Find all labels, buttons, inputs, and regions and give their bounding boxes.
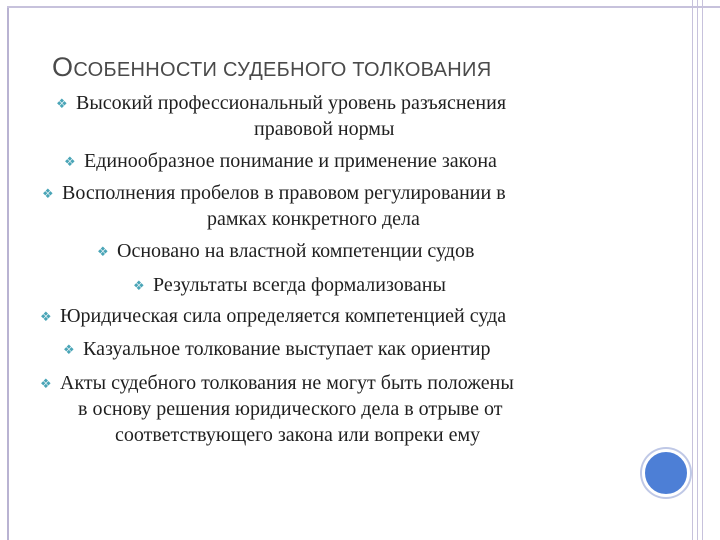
- list-item-text: соответствующего закона или вопреки ему: [115, 424, 481, 446]
- frame-top-line: [7, 6, 720, 8]
- list-item-text: Восполнения пробелов в правовом регулировании в: [62, 182, 506, 204]
- list-item-text: Казуальное толкование выступает как ориентир: [83, 338, 491, 360]
- list-item-text: Основано на властной компетенции судов: [117, 240, 475, 262]
- list-item-continuation: [78, 396, 502, 422]
- frame-right-line: [692, 0, 693, 540]
- frame-right-line: [702, 0, 703, 540]
- list-item-continuation: [207, 206, 420, 232]
- title-text: СОБЕННОСТИ СУДЕБНОГО ТОЛКОВАНИЯ: [73, 59, 492, 81]
- list-item-text: в основу решения юридического дела в отрыве от: [78, 398, 503, 420]
- list-item-text: Высокий профессиональный уровень разъяснения: [76, 92, 507, 114]
- list-item-text: рамках конкретного дела: [207, 208, 420, 230]
- list-item: [40, 303, 506, 329]
- slide-title: [52, 52, 491, 83]
- frame-right-line: [697, 0, 698, 540]
- list-item-text: Акты судебного толкования не могут быть положены: [60, 372, 514, 394]
- list-item: [64, 148, 497, 174]
- list-item: [40, 370, 514, 396]
- decorative-circle-icon: [642, 449, 690, 497]
- list-item: [56, 90, 506, 116]
- list-item: [63, 336, 491, 362]
- list-item-text: Единообразное понимание и применение закона: [84, 150, 497, 172]
- diamond-bullet-icon: ❖: [56, 96, 68, 111]
- diamond-bullet-icon: ❖: [97, 244, 109, 259]
- title-initial: О: [52, 52, 74, 82]
- list-item-text: правовой нормы: [254, 118, 395, 140]
- diamond-bullet-icon: ❖: [40, 309, 52, 324]
- list-item-text: Результаты всегда формализованы: [153, 274, 446, 296]
- list-item: [133, 272, 446, 298]
- list-item-continuation: [254, 116, 394, 142]
- diamond-bullet-icon: ❖: [63, 342, 75, 357]
- diamond-bullet-icon: ❖: [40, 376, 52, 391]
- list-item: [42, 180, 506, 206]
- diamond-bullet-icon: ❖: [42, 186, 54, 201]
- frame-left-line: [7, 6, 9, 540]
- list-item-continuation: [115, 422, 480, 448]
- list-item: [97, 238, 474, 264]
- list-item-text: Юридическая сила определяется компетенцией суда: [60, 305, 507, 327]
- diamond-bullet-icon: ❖: [64, 154, 76, 169]
- diamond-bullet-icon: ❖: [133, 278, 145, 293]
